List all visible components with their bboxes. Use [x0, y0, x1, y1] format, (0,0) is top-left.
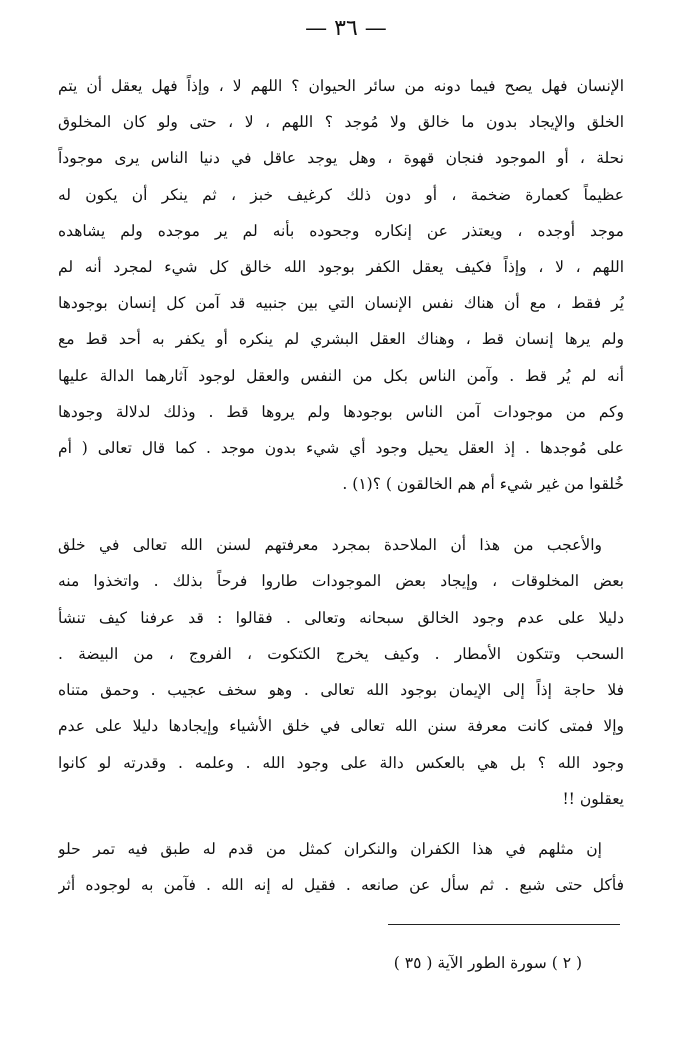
text-line: يعقلون !! — [562, 790, 624, 809]
text-line: نحلة ، أو الموجود فنجان قهوة ، وهل يوجد عاقل في دنيا الناس يرى موجوداً — [58, 149, 624, 168]
text-line: والأعجب من هذا أن الملاحدة بمجرد معرفتهم لسنن الله تعالى في خلق — [58, 536, 602, 554]
text-line: ولم يرها إنسان قط ، وهناك العقل البشري لم ينكره أو يكفر به أحد قط مع — [58, 330, 624, 349]
text-line: الخلق والإيجاد بدون ما خالق ولا مُوجد ؟ اللهم ، لا ، حتى ولو كان المخلوق — [58, 113, 624, 132]
text-line: وجود الله ؟ بل هي بالعكس دالة على وجود الله . وعلمه . وقدرته لو كانوا — [58, 753, 624, 772]
text-line: السحب وتتكون الأمطار . وكيف يخرج الكتكوت ، الفروج ، من البيضة . — [58, 644, 624, 663]
text-line: اللهم ، لا ، وإذاً فكيف يعقل الكفر بوجود الله خالق كل شيء لمجرد أنه لم — [58, 257, 624, 276]
text-line: خُلقوا من غير شيء أم هم الخالقون ) ؟(١) . — [342, 475, 624, 494]
footnote-divider — [388, 924, 620, 925]
text-line: موجد أوجده ، ويعتذر عن إنكاره وجحوده بأنه لم ير موجده ولم يشاهده — [58, 221, 624, 240]
text-line: على مُوجدها . إذ العقل يحيل وجود أي شيء بدون موجد . كما قال تعالى ( أم — [58, 438, 624, 457]
text-line: وإلا فمتى كانت معرفة سنن الله تعالى في خلق الأشياء وإيجادها دليلا على عدم — [58, 717, 624, 736]
text-line: فلا حاجة إذاً إلى الإيمان بوجود الله تعالى . وهو سخف عجيب . وحمق متناه — [58, 681, 624, 700]
text-line: وكم من موجودات آمن الناس بوجودها ولم يروها قط . وذلك لدلالة وجودها — [58, 402, 624, 421]
page-number: — ٣٦ — — [305, 16, 387, 41]
paragraph-1 — [58, 68, 624, 502]
paragraph-3 — [58, 831, 624, 903]
text-line: فأكل حتى شبع . ثم سأل عن صانعه . فقيل له إنه الله . فآمن به لوجوده أثر — [58, 876, 624, 894]
footnote: ( ٢ ) سورة الطور الآية ( ٣٥ ) — [393, 954, 582, 972]
text-line: عظيماً كعمارة ضخمة ، أو دون ذلك كرغيف خبز ، ثم ينكر أن يكون له — [58, 185, 624, 204]
text-line: أنه لم يُر قط . وآمن الناس بكل من النفس والعقل لوجود آثارهما الدالة عليها — [58, 366, 624, 385]
text-line: دليلا على عدم وجود الخالق سبحانه وتعالى . فقالوا : قد عرفنا كيف تنشأ — [58, 608, 624, 627]
text-line: يُر فقط ، مع أن هناك نفس الإنسان التي بين جنبيه قد آمن كل إنسان بوجودها — [58, 294, 624, 313]
text-line: بعض المخلوقات ، وإيجاد بعض الموجودات طاروا فرحاً بذلك . واتخذوا منه — [58, 572, 624, 591]
text-line: الإنسان فهل يصح فيما دونه من سائر الحيوان ؟ اللهم لا ، وإذاً فهل يعقل أن يتم — [58, 77, 624, 95]
text-line: إن مثلهم في هذا الكفران والنكران كمثل من قدم له طبق فيه تمر حلو — [58, 840, 602, 858]
paragraph-2 — [58, 527, 624, 817]
